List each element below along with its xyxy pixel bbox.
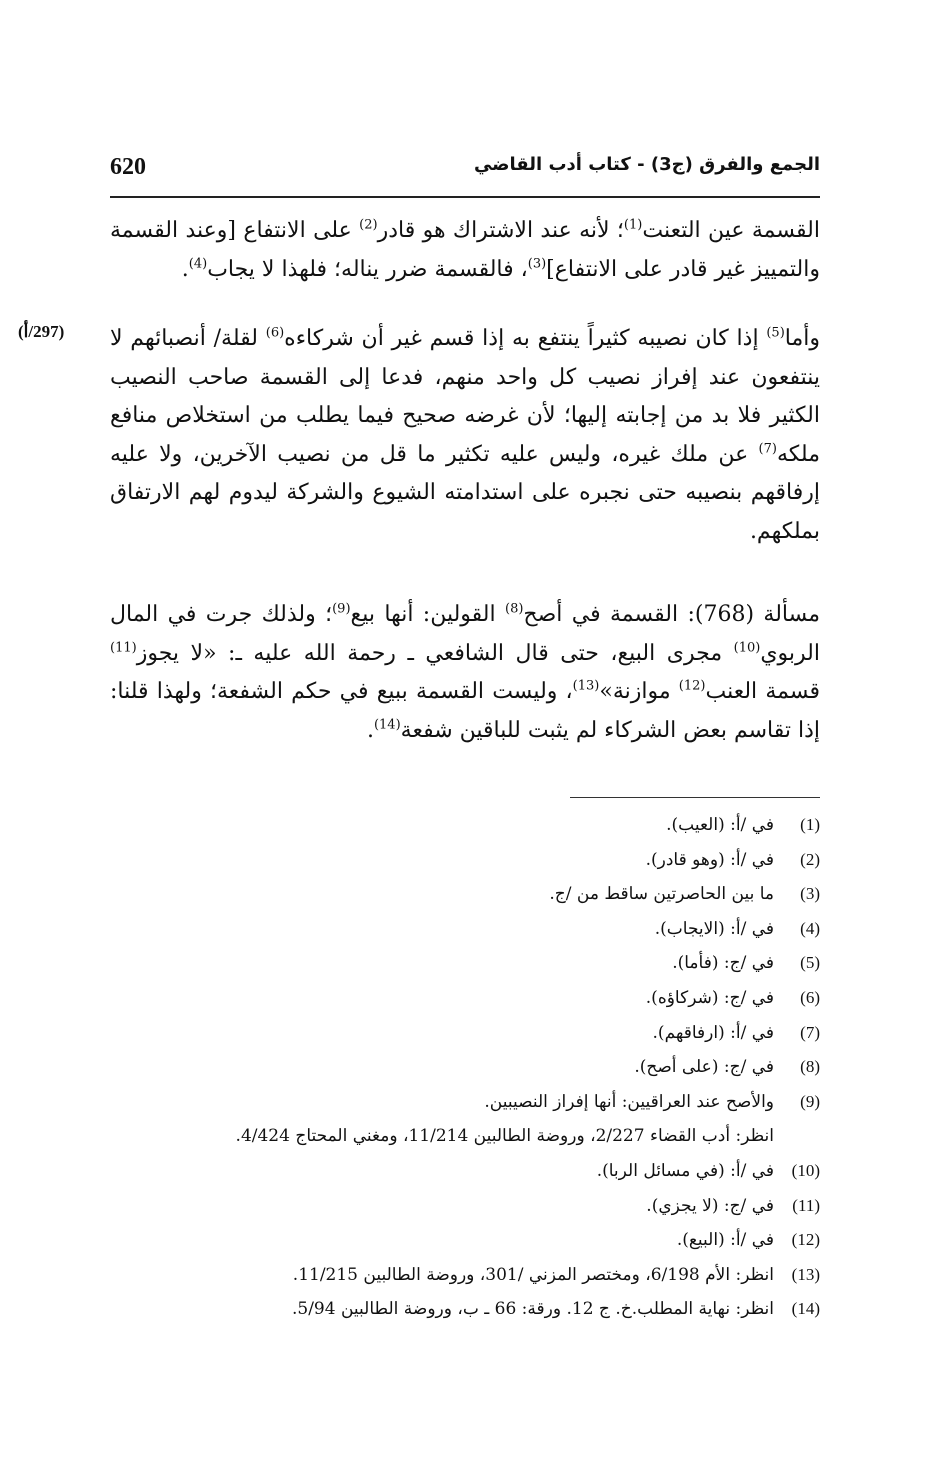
footnotes <box>110 808 820 1327</box>
text-segment: ، وليست القسمة ببيع في حكم الشفعة؛ ولهذا قلنا: إذا تقاسم بعض الشركاء لم يثبت للباقين شفعة <box>110 679 820 743</box>
footnote-text: في /أ: (العيب). <box>666 815 774 835</box>
footnote-number: (9) <box>800 1091 820 1111</box>
footnote-number: (5) <box>800 953 820 973</box>
text-segment: لقلة/ أنصبائهم لا ينتفعون عند إفراز نصيب كل واحد منهم، فدعا إلى القسمة صاحب النصيب الكثير فلا بد من إجابته إليها؛ لأن غرضه صحيح فيما يطلب من استخلاص منافع ملكه <box>110 326 820 467</box>
text-segment: عن ملك غيره، وليس عليه تكثير ما قل من نصيب الآخرين، ولا عليه إرفاقهم بنصيبه حتى نجبره على استدامته الشيوع والشركة ليدوم لهم الارتفاق بملكهم. <box>110 441 820 544</box>
footnote-number: (1) <box>800 815 820 834</box>
footnote-text: في /أ: (الايجاب). <box>654 918 774 939</box>
footnote-text: في /أ: (في مسائل الربا). <box>596 1160 774 1181</box>
footnote-ref[interactable]: (3) <box>527 256 547 272</box>
footnote-number: (13) <box>791 1264 820 1284</box>
footnote-ref[interactable]: (4) <box>188 256 208 272</box>
footnote-number: (7) <box>800 1022 820 1042</box>
footnote-11 <box>110 1189 820 1224</box>
text-segment: مجرى البيع، حتى قال الشافعي ـ رحمة الله عليه ـ: «لا يجوز <box>136 640 734 666</box>
footnote-4 <box>110 912 820 947</box>
text-segment: على الانتفاع [وعند القسمة والتمييز غير قادر على الانتفاع] <box>110 218 820 282</box>
footnote-8 <box>110 1050 820 1085</box>
footnote-number: (10) <box>791 1160 820 1180</box>
footnote-ref[interactable]: (13) <box>572 678 600 694</box>
footnote-ref[interactable]: (8) <box>504 601 524 617</box>
footnote-text: انظر: نهاية المطلب.خ. ج 12. ورقة: 66 ـ ب، وروضة الطالبين 5/94. <box>291 1299 774 1320</box>
footnote-6 <box>110 981 820 1016</box>
footnote-12 <box>110 1223 820 1258</box>
text-segment: إذا كان نصيبه كثيراً ينتفع به إذا قسم غير أن شركاءه <box>284 326 767 351</box>
text-segment: ؛ ولذلك جرت في المال الربوي <box>110 602 820 666</box>
footnote-ref[interactable]: (5) <box>766 325 785 341</box>
footnote-number: (14) <box>791 1299 820 1319</box>
issue-768-paragraph <box>110 596 820 750</box>
page-number: 620 <box>110 154 146 180</box>
footnote-number: (12) <box>791 1230 820 1250</box>
footnote-10 <box>110 1154 820 1189</box>
footnote-text: في /ج: (فأما). <box>672 953 774 974</box>
text-segment: موازنة» <box>599 679 679 704</box>
text-segment: مسألة (768): القسمة في أصح <box>523 602 821 627</box>
footnote-number: (8) <box>800 1057 820 1077</box>
footnote-14 <box>110 1292 820 1327</box>
footnote-2 <box>110 843 820 878</box>
footnote-7 <box>110 1016 820 1051</box>
footnote-text: في /ج: (على أصح). <box>634 1057 774 1078</box>
footnote-text: في /أ: (وهو قادر). <box>645 849 774 870</box>
footnote-text: في /أ: (البيع). <box>676 1230 774 1251</box>
footnote-text: انظر: الأم 6/198، ومختصر المزني /301، وروضة الطالبين 11/215. <box>292 1264 774 1285</box>
text-segment: . <box>366 717 374 743</box>
text-segment: ، فالقسمة ضرر يناله؛ فلهذا لا يجاب <box>207 256 528 282</box>
footnote-text: في /ج: (شركاؤه). <box>645 987 774 1008</box>
paragraph-1 <box>110 212 820 289</box>
footnote-ref[interactable]: (14) <box>373 717 401 733</box>
footnote-text: ما بين الحاصرتين ساقط من /ج. <box>549 884 774 905</box>
manuscript-folio-note: (297/أ) <box>18 322 65 341</box>
footnote-13 <box>110 1258 820 1293</box>
footnote-number: (11) <box>792 1195 820 1215</box>
footnote-ref[interactable]: (1) <box>623 217 643 233</box>
footnote-3 <box>110 877 820 912</box>
footnote-ref[interactable]: (12) <box>678 678 706 694</box>
footnote-number: (2) <box>800 849 820 869</box>
footnote-text: في /أ: (ارفاقهم). <box>652 1022 774 1043</box>
footnote-divider <box>570 797 820 798</box>
footnote-9-continuation: انظر: أدب القضاء 2/227، وروضة الطالبين 11/214، ومغني المحتاج 4/424. <box>235 1126 774 1147</box>
footnote-ref[interactable]: (6) <box>265 325 285 341</box>
footnote-1 <box>110 808 820 843</box>
footnote-text: في /ج: (لا يجزي). <box>646 1195 774 1216</box>
text-segment: . <box>181 256 189 282</box>
footnote-ref[interactable]: (10) <box>733 640 761 656</box>
footnote-ref[interactable]: (2) <box>359 217 378 233</box>
footnote-text: والأصح عند العراقيين: أنها إفراز النصيبين. <box>484 1091 774 1112</box>
footnote-ref[interactable]: (9) <box>332 601 351 617</box>
text-segment: القولين: أنها بيع <box>350 602 505 627</box>
footnote-number: (6) <box>800 987 820 1007</box>
text-segment: وأما <box>784 326 821 351</box>
footnote-ref[interactable]: (7) <box>758 441 777 457</box>
header-divider <box>110 196 820 198</box>
paragraph-2 <box>110 320 820 551</box>
footnote-5 <box>110 946 820 981</box>
footnote-number: (4) <box>800 918 820 938</box>
text-segment: القسمة عين التعنت <box>642 218 820 243</box>
text-segment: ؛ لأنه عند الاشتراك هو قادر <box>377 218 624 243</box>
running-header <box>110 150 820 190</box>
running-title: الجمع والفرق (ج3) - كتاب أدب القاضي <box>473 154 820 175</box>
footnote-ref[interactable]: (11) <box>110 640 137 656</box>
footnote-9 <box>110 1085 820 1120</box>
text-segment: قسمة العنب <box>705 679 820 704</box>
footnote-number: (3) <box>800 884 820 904</box>
